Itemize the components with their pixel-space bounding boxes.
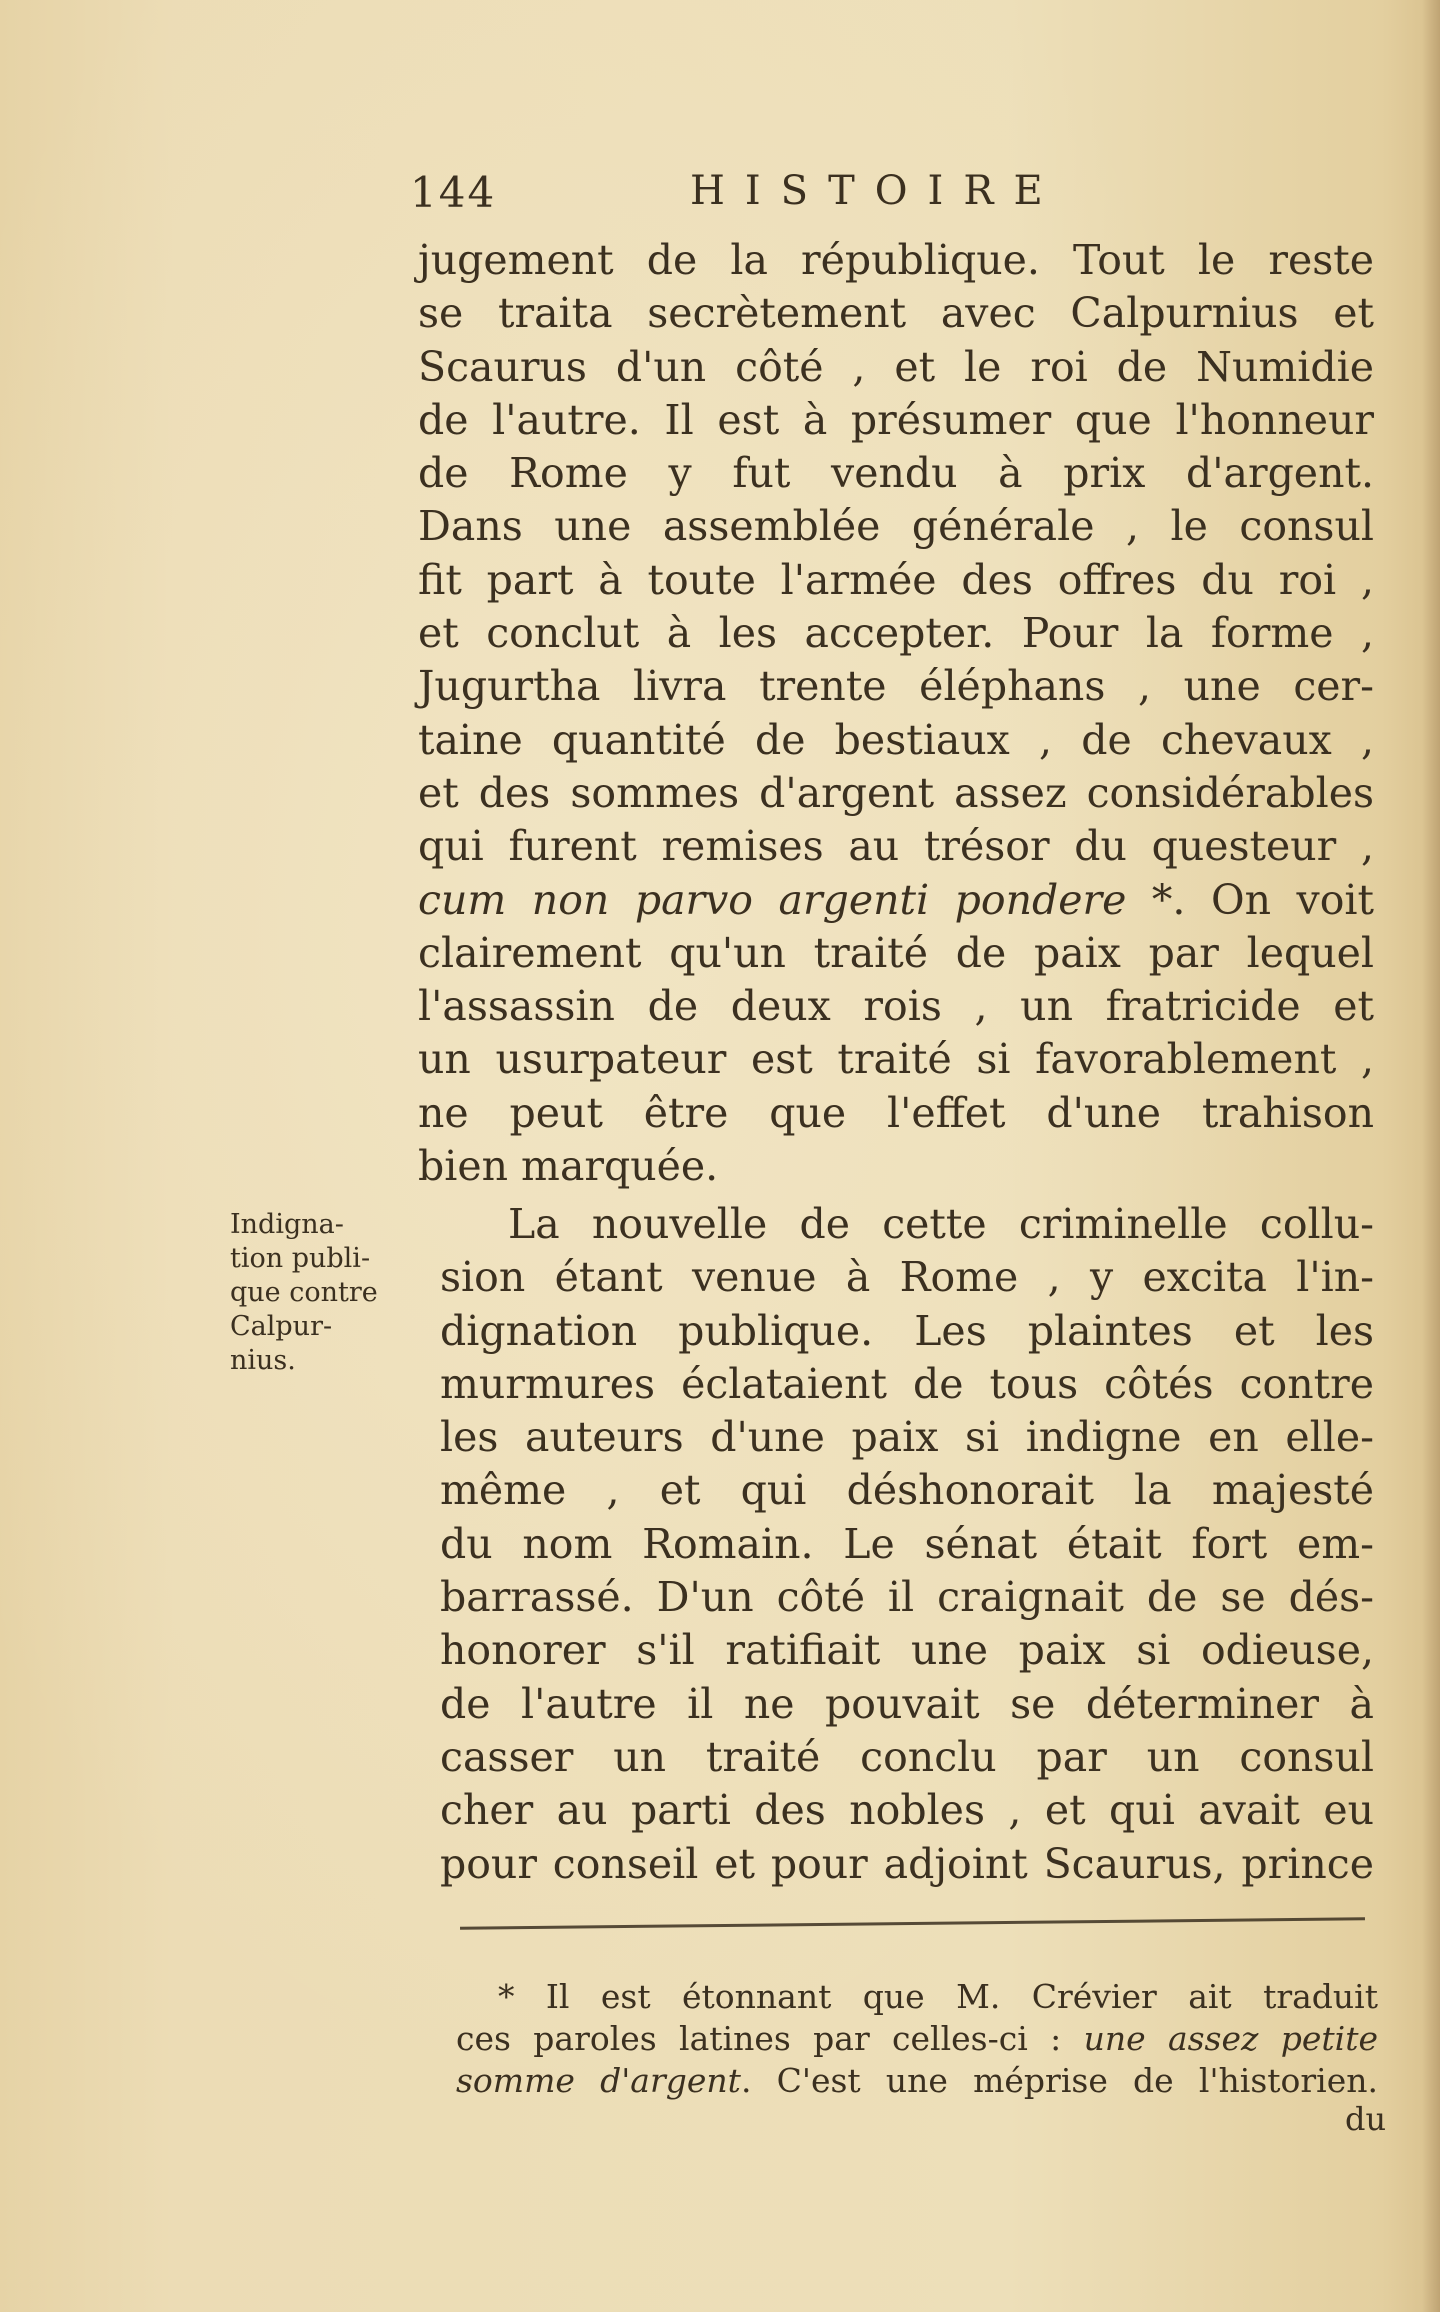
text-line: du nom Romain. Le sénat était fort em- — [440, 1519, 1374, 1568]
text-line: barrassé. D'un côté il craignait de se dés- — [440, 1573, 1374, 1622]
text-line: et conclut à les accepter. Pour la forme , — [418, 609, 1374, 658]
text-line: de Rome y fut vendu à prix d'argent. — [418, 449, 1374, 498]
text-line: les auteurs d'une paix si indigne en elle- — [440, 1413, 1374, 1462]
text-line: casser un traité conclu par un consul — [440, 1732, 1374, 1781]
main-text-paragraph-1 — [418, 234, 1374, 1193]
text-line: un usurpateur est traité si favorablement , — [418, 1035, 1374, 1084]
text-line: cum non parvo argenti pondere *. On voit — [418, 875, 1374, 924]
footnote-line: somme d'argent. C'est une méprise de l'historien. — [456, 2061, 1378, 2100]
running-head: HISTOIRE — [690, 168, 1063, 214]
text-line: bien marquée. — [418, 1142, 719, 1191]
text-line: honorer s'il ratifiait une paix si odieuse, — [440, 1626, 1374, 1675]
text-line: et des sommes d'argent assez considérables — [418, 768, 1374, 817]
main-text-paragraph-2 — [440, 1198, 1374, 1891]
text-line: de l'autre. Il est à présumer que l'honneur — [418, 395, 1374, 444]
text-line: Scaurus d'un côté , et le roi de Numidie — [418, 342, 1374, 391]
page-edge-shadow — [1422, 0, 1440, 2312]
margin-note-line: tion publi- — [230, 1243, 371, 1274]
footnote — [456, 1976, 1378, 2102]
text-line: Jugurtha livra trente éléphans , une cer- — [418, 662, 1374, 711]
text-line: dignation publique. Les plaintes et les — [440, 1306, 1374, 1355]
text-line: même , et qui déshonorait la majesté — [440, 1466, 1374, 1515]
footnote-line: * Il est étonnant que M. Crévier ait traduit — [498, 1977, 1378, 2016]
text-line: taine quantité de bestiaux , de chevaux , — [418, 715, 1374, 764]
margin-note-line: Calpur- — [230, 1311, 333, 1342]
margin-note-line: nius. — [230, 1345, 296, 1376]
text-line: sion étant venue à Rome , y excita l'in- — [440, 1253, 1374, 1302]
text-line: qui furent remises au trésor du questeur , — [418, 822, 1374, 871]
text-line: Dans une assemblée générale , le consul — [418, 502, 1374, 551]
footnote-line: ces paroles latines par celles-ci : une assez petite — [456, 2019, 1378, 2058]
text-line: La nouvelle de cette criminelle collu- — [508, 1200, 1374, 1248]
text-line: murmures éclataient de tous côtés contre — [440, 1359, 1374, 1408]
text-line: clairement qu'un traité de paix par lequel — [418, 928, 1374, 977]
margin-note-line: Indigna- — [230, 1209, 344, 1240]
margin-note-line: que contre — [230, 1277, 378, 1308]
text-line: l'assassin de deux rois , un fratricide et — [418, 982, 1374, 1031]
footnote-rule — [460, 1917, 1365, 1929]
text-line: jugement de la république. Tout le reste — [418, 236, 1374, 284]
page-header — [410, 168, 1130, 228]
text-line: pour conseil et pour adjoint Scaurus, prince — [440, 1839, 1374, 1888]
text-line: cher au parti des nobles , et qui avait eu — [440, 1786, 1374, 1835]
catchword: du — [1345, 2100, 1387, 2138]
text-line: de l'autre il ne pouvait se déterminer à — [440, 1679, 1374, 1728]
text-line: fit part à toute l'armée des offres du roi , — [418, 555, 1374, 604]
margin-note — [230, 1208, 430, 1378]
text-line: se traita secrètement avec Calpurnius et — [418, 289, 1374, 338]
page-number: 144 — [410, 168, 497, 217]
text-line: ne peut être que l'effet d'une trahison — [418, 1088, 1374, 1137]
